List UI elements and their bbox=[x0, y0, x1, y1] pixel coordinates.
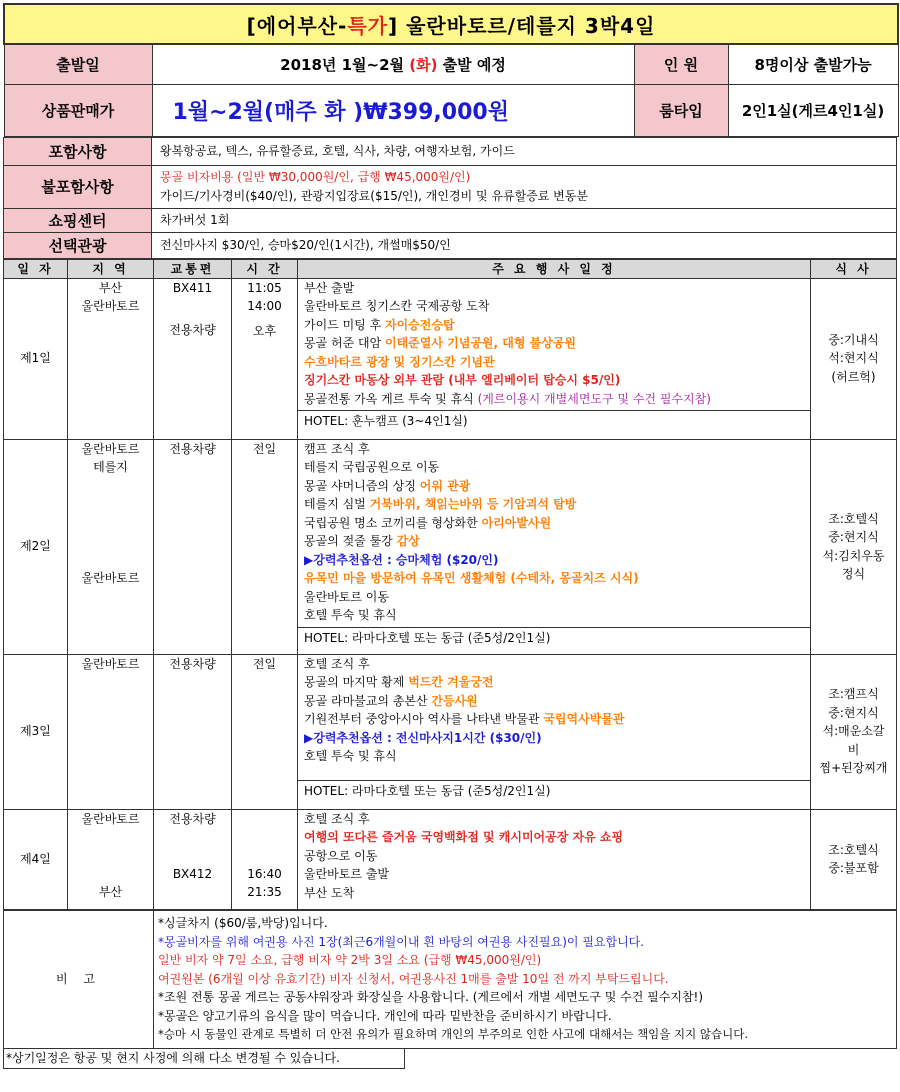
itinerary-cell bbox=[298, 278, 811, 439]
schedule-header-row bbox=[4, 259, 897, 278]
act-text: 몽골의 젖줄 툴강 bbox=[304, 534, 397, 548]
act-highlight: 간등사원 bbox=[431, 693, 478, 708]
day-label: 제4일 bbox=[4, 809, 68, 909]
act-text: 울란바토르 칭기스칸 국제공항 도착 bbox=[304, 299, 490, 313]
depart-value-pre: 2018년 1월~2월 bbox=[280, 55, 410, 74]
depart-value-post: 출발 예정 bbox=[437, 55, 506, 74]
depart-label: 출발일 bbox=[4, 44, 152, 84]
excluded-label: 불포함사항 bbox=[4, 165, 152, 208]
hotel-line: HOTEL: 라마다호텔 또는 동급 (준5성/2인1실) bbox=[298, 627, 810, 648]
region-cell bbox=[68, 278, 154, 439]
act-highlight: 어워 관광 bbox=[419, 478, 471, 493]
transport-cell bbox=[154, 439, 232, 654]
title-suffix: ] 울란바토르/테를지 3박4일 bbox=[388, 13, 656, 38]
act-highlight: 여행의 또다른 즐거움 국영백화점 및 캐시미어공장 자유 쇼핑 bbox=[304, 830, 624, 844]
transport: 전용차량 bbox=[169, 656, 216, 671]
act-line bbox=[304, 847, 804, 866]
col-transport: 교통편 bbox=[154, 259, 232, 278]
col-region: 지 역 bbox=[68, 259, 154, 278]
act-line bbox=[304, 551, 804, 570]
time-cell bbox=[232, 439, 298, 654]
depart-value-day: (화) bbox=[409, 55, 438, 74]
day-label: 제3일 bbox=[4, 654, 68, 809]
act-line bbox=[304, 673, 804, 692]
included-value: 왕복항공료, 텍스, 유류할증료, 호텔, 식사, 차량, 여행자보험, 가이드 bbox=[152, 137, 897, 165]
note-line: 일반 비자 약 7일 소요, 급행 비자 약 2박 3일 소요 (급행 ₩45,000원/인) bbox=[158, 953, 542, 968]
act-recommended-option: ▶강력추천옵션 : 승마체험 ($20/인) bbox=[304, 552, 499, 567]
act-line bbox=[304, 316, 804, 335]
act-line bbox=[304, 440, 804, 459]
transport-cell bbox=[154, 278, 232, 439]
page-title bbox=[4, 4, 898, 44]
act-highlight: 자이승전승탑 bbox=[385, 317, 455, 332]
act-text: 호텔 투숙 및 휴식 bbox=[304, 749, 397, 763]
region: 부산 bbox=[98, 280, 123, 295]
meal: 중:기내식 bbox=[828, 332, 879, 347]
act-line bbox=[304, 514, 804, 533]
act-highlight: 국립역사박물관 bbox=[543, 712, 625, 726]
time: 14:00 bbox=[247, 299, 282, 313]
tour-document bbox=[3, 3, 897, 1069]
act-highlight: 징기스칸 마동상 외부 관람 (내부 엘리베이터 탑승시 $5/인) bbox=[304, 373, 621, 387]
act-line bbox=[304, 569, 804, 588]
act-text: 부산 도착 bbox=[304, 885, 355, 900]
transport: BX412 bbox=[172, 867, 213, 881]
meals-cell bbox=[811, 654, 897, 809]
act-text: 울란바토르 이동 bbox=[304, 589, 389, 604]
act-highlight: 유목민 마을 방문하여 유목민 생활체험 (수테차, 몽골치즈 시식) bbox=[304, 571, 639, 585]
price-label: 상품판매가 bbox=[4, 84, 152, 136]
meal: 중:현지식 bbox=[828, 705, 879, 720]
hotel-line: HOTEL: 라마다호텔 또는 동급 (준5성/2인1실) bbox=[298, 780, 810, 801]
act-highlight: 이태준열사 기념공원, 대형 불상공원 bbox=[385, 336, 576, 350]
act-line bbox=[304, 828, 804, 847]
act-text: 국립공원 명소 코끼리를 형상화한 bbox=[304, 515, 482, 530]
time-cell bbox=[232, 278, 298, 439]
transport-cell bbox=[154, 654, 232, 809]
act-text: 몽골 샤머니즘의 상징 bbox=[304, 478, 420, 493]
act-text: 기원전부터 중앙아시아 역사를 나타낸 박물관 bbox=[304, 712, 544, 726]
meal: 조:호텔식 bbox=[828, 511, 879, 526]
act-text: 테를지 국립공원으로 이동 bbox=[304, 460, 440, 474]
note-line: *싱글차지 ($60/룸,박당)입니다. bbox=[158, 916, 328, 931]
act-text: 울란바토르 출발 bbox=[304, 867, 389, 881]
act-line bbox=[304, 865, 804, 884]
time-cell bbox=[232, 809, 298, 909]
act-highlight: 거북바위, 책읽는바위 등 기암괴석 탐방 bbox=[369, 497, 577, 511]
notes-content bbox=[154, 910, 897, 1048]
act-line bbox=[304, 606, 804, 625]
act-line bbox=[304, 729, 804, 748]
act-text: 호텔 조식 후 bbox=[304, 656, 370, 671]
act-note: (게르이용시 개별세면도구 및 수건 필수지참) bbox=[477, 391, 711, 406]
time: 11:05 bbox=[247, 280, 282, 295]
meal: 중:현지식 bbox=[828, 530, 879, 544]
room-label: 룸타입 bbox=[634, 84, 728, 136]
title-highlight: 특가 bbox=[347, 13, 388, 38]
day-row bbox=[4, 809, 897, 909]
act-text: 몽골의 마지막 황제 bbox=[304, 675, 409, 689]
transport: 전용차량 bbox=[169, 323, 216, 337]
act-highlight: 감상 bbox=[396, 534, 420, 548]
act-line bbox=[304, 692, 804, 711]
meals-cell bbox=[811, 809, 897, 909]
act-text: 테를지 심벌 bbox=[304, 497, 370, 511]
note-line: *조원 전통 몽골 게르는 공동샤워장과 화장실을 사용합니다. (게르에서 개별 세면도구 및 수건 필수지참!) bbox=[158, 990, 704, 1005]
act-line bbox=[304, 495, 804, 514]
people-value: 8명이상 출발가능 bbox=[728, 44, 898, 84]
schedule-table bbox=[3, 259, 897, 910]
region-cell bbox=[68, 439, 154, 654]
act-line bbox=[304, 747, 804, 766]
act-line bbox=[304, 532, 804, 551]
act-line bbox=[304, 655, 804, 674]
region: 울란바토르 bbox=[81, 299, 140, 313]
act-text: 캠프 조식 후 bbox=[304, 441, 370, 456]
act-text: 호텔 조식 후 bbox=[304, 811, 370, 826]
notes-table bbox=[3, 910, 897, 1049]
time: 16:40 bbox=[247, 866, 282, 881]
act-text: 몽골 라마불교의 총본산 bbox=[304, 693, 432, 708]
col-day: 일 자 bbox=[4, 259, 68, 278]
header-table bbox=[3, 3, 899, 137]
note-line: 여권원본 (6개월 이상 유효기간) 비자 신청서, 여권용사진 1매를 출발 10일 전 까지 부탁드립니다. bbox=[158, 971, 669, 986]
time: 전일 bbox=[252, 441, 277, 456]
excluded-value bbox=[152, 165, 897, 208]
act-line bbox=[304, 353, 804, 372]
act-text: 가이드 미팅 후 bbox=[304, 317, 385, 332]
region: 울란바토르 bbox=[81, 656, 140, 671]
col-time: 시 간 bbox=[232, 259, 298, 278]
act-text: 공항으로 이동 bbox=[304, 848, 378, 863]
meal: 석:매운소갈비 bbox=[822, 724, 885, 757]
act-highlight: 아리아발사원 bbox=[481, 515, 552, 530]
note-line: *몽골은 양고기류의 음식을 많이 먹습니다. 개인에 따라 밑반찬을 준비하시기 바랍니다. bbox=[158, 1008, 612, 1023]
shopping-value: 차가버섯 1회 bbox=[152, 208, 897, 232]
act-line bbox=[304, 279, 804, 298]
optional-value: 전신마사지 $30/인, 승마$20/인(1시간), 개썰매$50/인 bbox=[152, 232, 897, 258]
transport: 전용차량 bbox=[169, 811, 216, 826]
meal: (허르헉) bbox=[831, 369, 876, 384]
act-line bbox=[304, 297, 804, 316]
time: 오후 bbox=[252, 323, 277, 338]
included-label: 포함사항 bbox=[4, 137, 152, 165]
notes-label: 비 고 bbox=[4, 910, 154, 1048]
excluded-line-fees: 가이드/기사경비($40/인), 관광지입장료($15/인), 개인경비 및 유류할증료 변동분 bbox=[160, 188, 588, 203]
people-label: 인 원 bbox=[634, 44, 728, 84]
transport: BX411 bbox=[172, 280, 213, 295]
hotel-line: HOTEL: 훈누캠프 (3~4인1실) bbox=[298, 410, 810, 431]
time: 21:35 bbox=[247, 885, 282, 899]
meal: 조:캠프식 bbox=[828, 687, 879, 702]
transport: 전용차량 bbox=[169, 441, 216, 456]
act-line bbox=[304, 810, 804, 829]
meal: 석:김치우동 bbox=[822, 548, 885, 563]
info-table bbox=[3, 137, 897, 259]
act-highlight: 벅드칸 겨울궁전 bbox=[408, 675, 494, 689]
time: 전일 bbox=[252, 656, 277, 671]
act-line bbox=[304, 477, 804, 496]
region: 부산 bbox=[98, 885, 123, 899]
act-line bbox=[304, 588, 804, 607]
act-highlight: 수흐바타르 광장 및 징기스칸 기념관 bbox=[304, 354, 495, 369]
act-text: 호텔 투숙 및 휴식 bbox=[304, 608, 397, 622]
meal: 찜+된장찌개 bbox=[819, 761, 888, 776]
act-text: 몽골전통 가옥 게르 투숙 및 휴식 bbox=[304, 391, 478, 406]
price-value: 1월~2월(매주 화 )₩399,000원 bbox=[152, 84, 634, 136]
room-value: 2인1실(게르4인1실) bbox=[728, 84, 898, 136]
act-line bbox=[304, 334, 804, 353]
act-text: 부산 출발 bbox=[304, 280, 355, 295]
day-row bbox=[4, 278, 897, 439]
meal: 조:호텔식 bbox=[828, 842, 879, 857]
meal: 석:현지식 bbox=[828, 351, 879, 366]
col-meals: 식 사 bbox=[811, 259, 897, 278]
itinerary-cell bbox=[298, 439, 811, 654]
day-label: 제2일 bbox=[4, 439, 68, 654]
day-row bbox=[4, 654, 897, 809]
act-line bbox=[304, 884, 804, 903]
act-text: 몽골 허준 대암 bbox=[304, 336, 385, 350]
depart-value bbox=[152, 44, 634, 84]
footer-note: *상기일정은 항공 및 현지 사정에 의해 다소 변경될 수 있습니다. bbox=[3, 1049, 405, 1069]
day-label: 제1일 bbox=[4, 278, 68, 439]
optional-label: 선택관광 bbox=[4, 232, 152, 258]
excluded-line-visa: 몽골 비자비용 (일반 ₩30,000원/인, 급행 ₩45,000원/인) bbox=[160, 169, 471, 184]
meals-cell bbox=[811, 278, 897, 439]
shopping-label: 쇼핑센터 bbox=[4, 208, 152, 232]
act-line bbox=[304, 710, 804, 729]
region: 울란바토르 bbox=[81, 811, 140, 826]
itinerary-cell bbox=[298, 654, 811, 809]
col-itinerary: 주 요 행 사 일 정 bbox=[298, 259, 811, 278]
meals-cell bbox=[811, 439, 897, 654]
act-line bbox=[304, 371, 804, 390]
note-line: *승마 시 동물인 관계로 특별히 더 안전 유의가 필요하며 개인의 부주의로 인한 사고에 대해서는 책임을 지지 않습니다. bbox=[158, 1027, 749, 1042]
region: 울란바토르 bbox=[81, 441, 140, 456]
region-cell bbox=[68, 654, 154, 809]
act-recommended-option: ▶강력추천옵션 : 전신마사지1시간 ($30/인) bbox=[304, 730, 542, 745]
title-prefix: [에어부산- bbox=[246, 13, 348, 38]
day-row bbox=[4, 439, 897, 654]
transport-cell bbox=[154, 809, 232, 909]
note-line: *몽골비자를 위해 여권용 사진 1장(최근6개월이내 흰 바탕의 여권용 사진필요)이 필요합니다. bbox=[158, 934, 645, 949]
act-line bbox=[304, 458, 804, 477]
act-line bbox=[304, 390, 804, 409]
region: 울란바토르 bbox=[81, 570, 140, 585]
itinerary-cell bbox=[298, 809, 811, 909]
region: 테를지 bbox=[93, 460, 128, 474]
time-cell bbox=[232, 654, 298, 809]
meal: 정식 bbox=[841, 567, 866, 581]
meal: 중:불포함 bbox=[828, 861, 879, 875]
region-cell bbox=[68, 809, 154, 909]
